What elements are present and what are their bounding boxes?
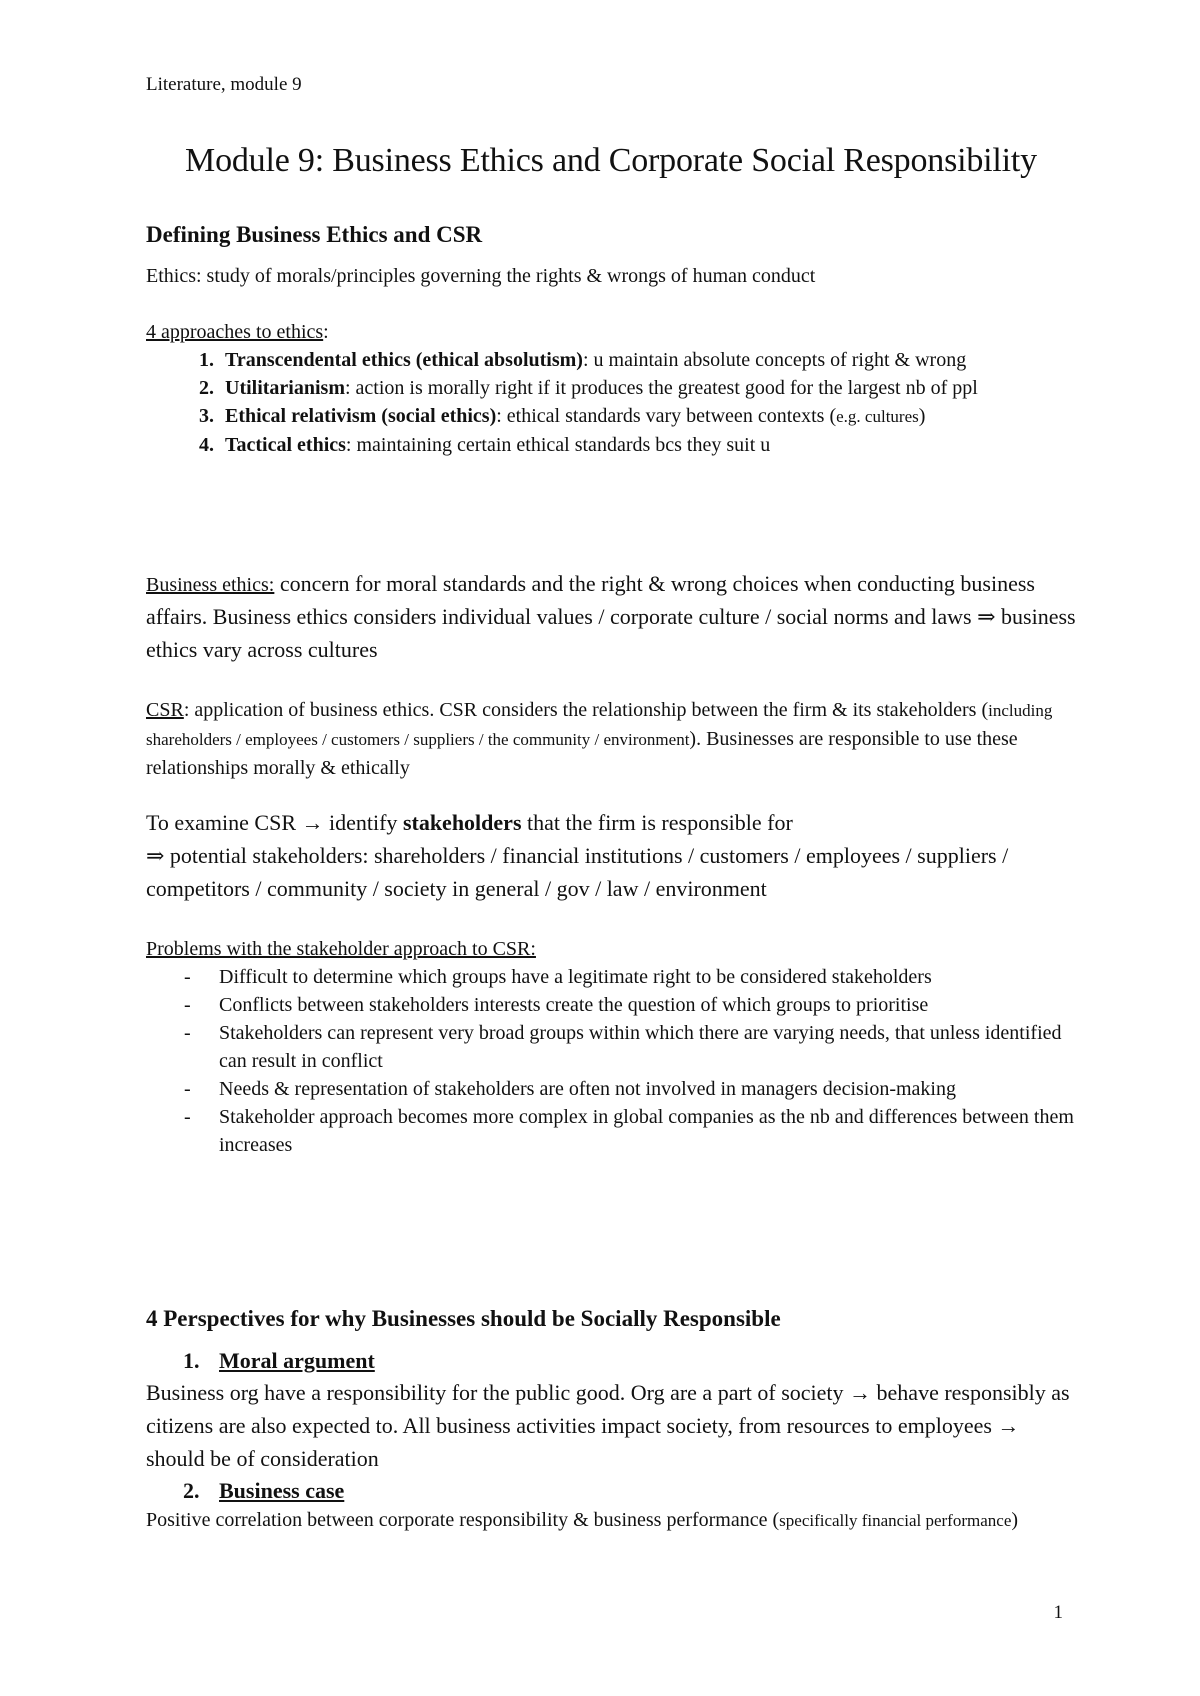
csr-paragraph: CSR: application of business ethics. CSR considers the relationship between the firm & its stakeholders (including shareholders / employees / customers / suppliers / the community / environment). Businesses are responsible to use these relationships morally & ethically [146, 699, 1053, 779]
problem-item: - Stakeholder approach becomes more complex in global companies as the nb and differences between them increases [219, 1103, 1076, 1159]
perspective-title: Business case [219, 1478, 345, 1503]
approaches-block: 4 approaches to ethics: 1. Transcendental ethics (ethical absolutism): u maintain absolute concepts of right & wrong 2. Utilitarianism: action is morally right if it produces the greatest good for the largest nb of ppl 3. Ethical relativism (social ethics): ethical standards vary between contexts (e.g. cultures) 4. Tactical ethics: maintaining certain ethical standards bcs they suit u [146, 318, 1076, 459]
csr-label: CSR [146, 699, 184, 721]
page-number: 1 [1053, 1602, 1063, 1623]
approaches-label: 4 approaches to ethics [146, 321, 324, 343]
problem-item: - Needs & representation of stakeholders are often not involved in managers decision-making [219, 1075, 1076, 1103]
problem-item: - Stakeholders can represent very broad groups within which there are varying needs, that unless identified can result in conflict [219, 1019, 1076, 1075]
business-ethics-label: Business ethics: [146, 574, 275, 596]
business-ethics-paragraph: Business ethics: concern for moral standards and the right & wrong choices when conducting business affairs. Business ethics considers individual values / corporate culture / social norms and laws ⇒ business ethics vary across cultures [146, 571, 1076, 662]
page-title: Module 9: Business Ethics and Corporate Social Responsibility [185, 142, 1037, 179]
approach-item: 1. Transcendental ethics (ethical absolutism): u maintain absolute concepts of right & wrong [219, 346, 1076, 374]
perspective-text: Positive correlation between corporate responsibility & business performance (specifically financial performance) [146, 1509, 1019, 1531]
ethics-definition: Ethics: study of morals/principles governing the rights & wrongs of human conduct [146, 265, 816, 287]
perspective-business-case: 2. Business case Positive correlation between corporate responsibility & business performance (specifically financial performance) [146, 1476, 1076, 1535]
problems-list [146, 963, 1076, 1159]
perspective-text: Business org have a responsibility for the public good. Org are a part of society → behave responsibly as citizens are also expected to. All business activities impact society, from resources to employees → should be of consideration [146, 1380, 1070, 1471]
perspective-moral: 1. Moral argument Business org have a responsibility for the public good. Org are a part of society → behave responsibly as citizens are also expected to. All business activities impact society, from resources to employees → should be of consideration [146, 1346, 1076, 1475]
section-heading-defining: Defining Business Ethics and CSR [146, 222, 483, 247]
approach-item: 4. Tactical ethics: maintaining certain ethical standards bcs they suit u [219, 431, 1076, 459]
approaches-list [146, 346, 1076, 459]
section-heading-perspectives: 4 Perspectives for why Businesses should be Socially Responsible [146, 1306, 781, 1331]
problems-label: Problems with the stakeholder approach to CSR: [146, 938, 536, 960]
problems-block [146, 935, 1076, 1159]
approach-item: 2. Utilitarianism: action is morally right if it produces the greatest good for the largest nb of ppl [219, 374, 1076, 402]
examine-paragraph: To examine CSR → identify stakeholders that the firm is responsible for ⇒ potential stakeholders: shareholders / financial institutions / customers / employees / suppliers / competitors / community / society in general / gov / law / environment [146, 810, 1009, 901]
page-header: Literature, module 9 [146, 74, 302, 95]
problem-item: - Conflicts between stakeholders interests create the question of which groups to prioritise [219, 991, 1076, 1019]
problem-item: - Difficult to determine which groups have a legitimate right to be considered stakeholders [219, 963, 1076, 991]
approach-item: 3. Ethical relativism (social ethics): ethical standards vary between contexts (e.g. cultures) [219, 402, 1076, 431]
perspective-title: Moral argument [219, 1348, 375, 1373]
